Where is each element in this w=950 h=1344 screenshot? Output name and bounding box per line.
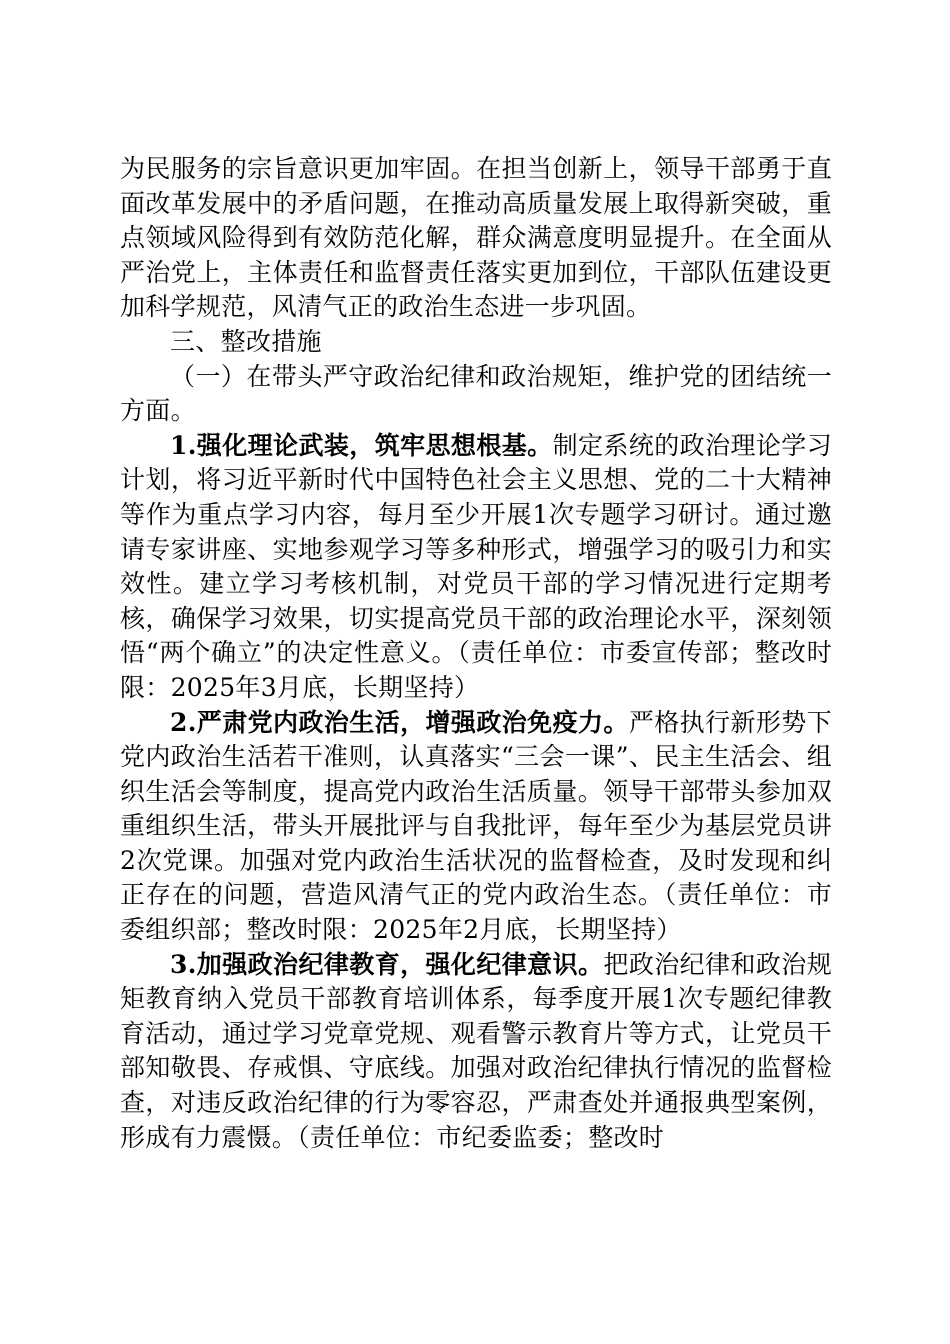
measure-item-2 xyxy=(120,706,832,948)
sub-heading: （一）在带头严守政治纪律和政治规矩，维护党的团结统一方面。 xyxy=(120,361,832,426)
measure-item-3 xyxy=(120,948,832,1156)
measure-item-3-title: 3.加强政治纪律教育，强化纪律意识。 xyxy=(170,949,604,979)
measure-item-1-body: 制定系统的政治理论学习计划，将习近平新时代中国特色社会主义思想、党的二十大精神等作为重点学习内容，每月至少开展1次专题学习研讨。通过邀请专家讲座、实地参观学习等多种形式，增强学习的吸引力和实效性。建立学习考核机制，对党员干部的学习情况进行定期考核，确保学习效果，切实提高党员干部的政治理论水平，深刻领悟“两个确立”的决定性意义。（责任单位：市委宣传部；整改时限：2025年3月底，长期坚持） xyxy=(120,430,832,702)
measure-item-3-body: 把政治纪律和政治规矩教育纳入党员干部教育培训体系，每季度开展1次专题纪律教育活动，通过学习党章党规、观看警示教育片等方式，让党员干部知敬畏、存戒惧、守底线。加强对政治纪律执行情况的监督检查，对违反政治纪律的行为零容忍，严肃查处并通报典型案例，形成有力震慑。（责任单位：市纪委监委；整改时 xyxy=(120,949,833,1152)
document-body xyxy=(120,152,832,1155)
measure-item-2-title: 2.严肃党内政治生活，增强政治免疫力。 xyxy=(170,707,629,737)
measure-item-1 xyxy=(120,429,832,706)
intro-paragraph: 为民服务的宗旨意识更加牢固。在担当创新上，领导干部勇于直面改革发展中的矛盾问题，在推动高质量发展上取得新突破，重点领域风险得到有效防范化解，群众满意度明显提升。在全面从严治党上，主体责任和监督责任落实更加到位，干部队伍建设更加科学规范，风清气正的政治生态进一步巩固。 xyxy=(120,154,832,322)
measure-item-1-title: 1.强化理论武装，筑牢思想根基。 xyxy=(170,430,553,460)
section-heading: 三、整改措施 xyxy=(170,326,322,356)
measure-item-2-body: 严格执行新形势下党内政治生活若干准则，认真落实“三会一课”、民主生活会、组织生活会等制度，提高党内政治生活质量。领导干部带头参加双重组织生活，带头开展批评与自我批评，每年至少为基层党员讲2次党课。加强对党内政治生活状况的监督检查，及时发现和纠正存在的问题，营造风清气正的党内政治生态。（责任单位：市委组织部；整改时限：2025年2月底，长期坚持） xyxy=(120,707,832,945)
